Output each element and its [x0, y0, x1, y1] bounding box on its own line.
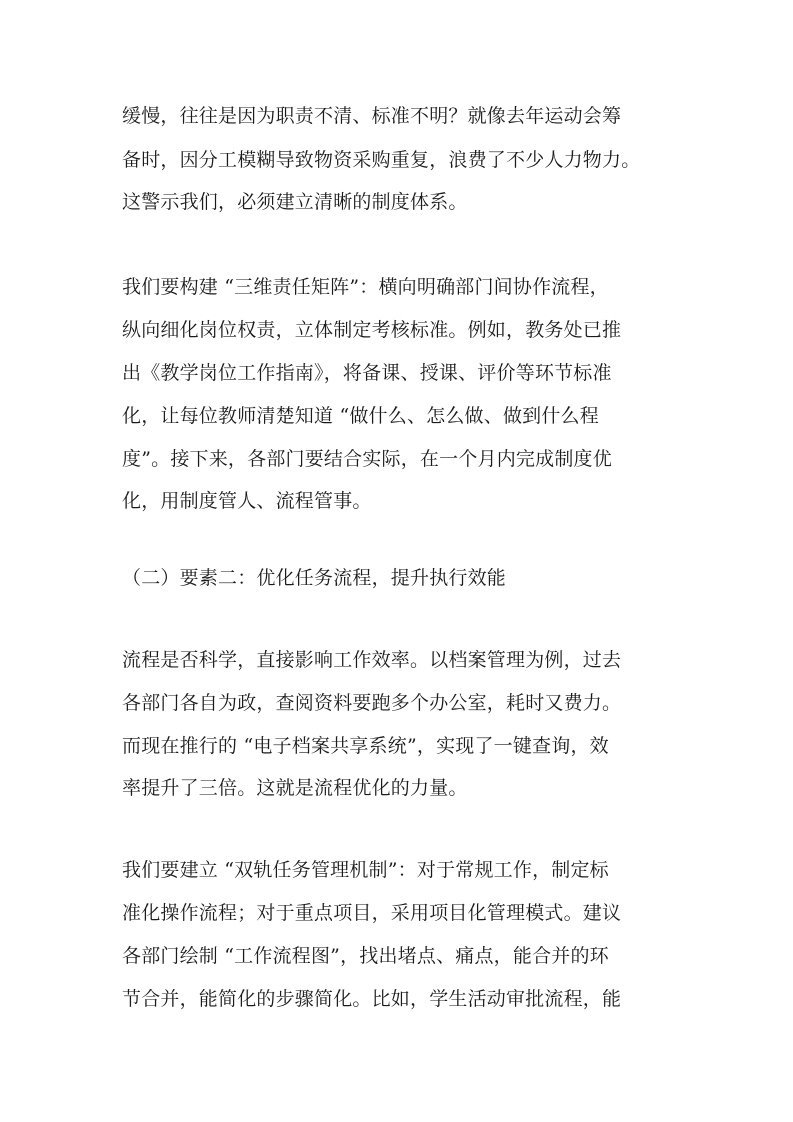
paragraph-3-line-2: 各部门各自为政，查阅资料要跑多个办公室，耗时又费力。	[122, 692, 622, 714]
paragraph-2-line-5: 度”。接下来，各部门要结合实际，在一个月内完成制度优	[122, 448, 612, 470]
paragraph-1-line-1: 缓慢，往往是因为职责不清、标准不明？就像去年运动会筹	[122, 105, 622, 127]
paragraph-2-line-6: 化，用制度管人、流程管事。	[122, 490, 372, 512]
paragraph-1-line-3: 这警示我们，必须建立清晰的制度体系。	[122, 191, 468, 213]
paragraph-3-line-4: 率提升了三倍。这就是流程优化的力量。	[122, 777, 468, 799]
paragraph-2-line-1: 我们要构建 “三维责任矩阵”：横向明确部门间协作流程，	[122, 276, 609, 298]
paragraph-3-line-3: 而现在推行的 “电子档案共享系统”，实现了一键查询，效	[122, 735, 609, 757]
paragraph-2-line-4: 化，让每位教师清楚知道 “做什么、怎么做、做到什么程	[122, 405, 599, 427]
paragraph-4-line-2: 准化操作流程；对于重点项目，采用项目化管理模式。建议	[122, 902, 622, 924]
paragraph-1-line-2: 备时，因分工模糊导致物资采购重复，浪费了不少人力物力。	[122, 149, 641, 171]
paragraph-4-line-3: 各部门绘制 “工作流程图”，找出堵点、痛点，能合并的环	[122, 945, 609, 967]
paragraph-4-line-1: 我们要建立 “双轨任务管理机制”：对于常规工作，制定标	[122, 859, 609, 881]
paragraph-2-line-2: 纵向细化岗位权责，立体制定考核标准。例如，教务处已推	[122, 319, 622, 341]
section-heading: （二）要素二：优化任务流程，提升执行效能	[122, 567, 507, 589]
paragraph-3-line-1: 流程是否科学，直接影响工作效率。以档案管理为例，过去	[122, 649, 622, 671]
paragraph-2-line-3: 出《教学岗位工作指南》，将备课、授课、评价等环节标准	[122, 362, 612, 384]
paragraph-4-line-4: 节合并，能简化的步骤简化。比如，学生活动审批流程，能	[122, 988, 622, 1010]
